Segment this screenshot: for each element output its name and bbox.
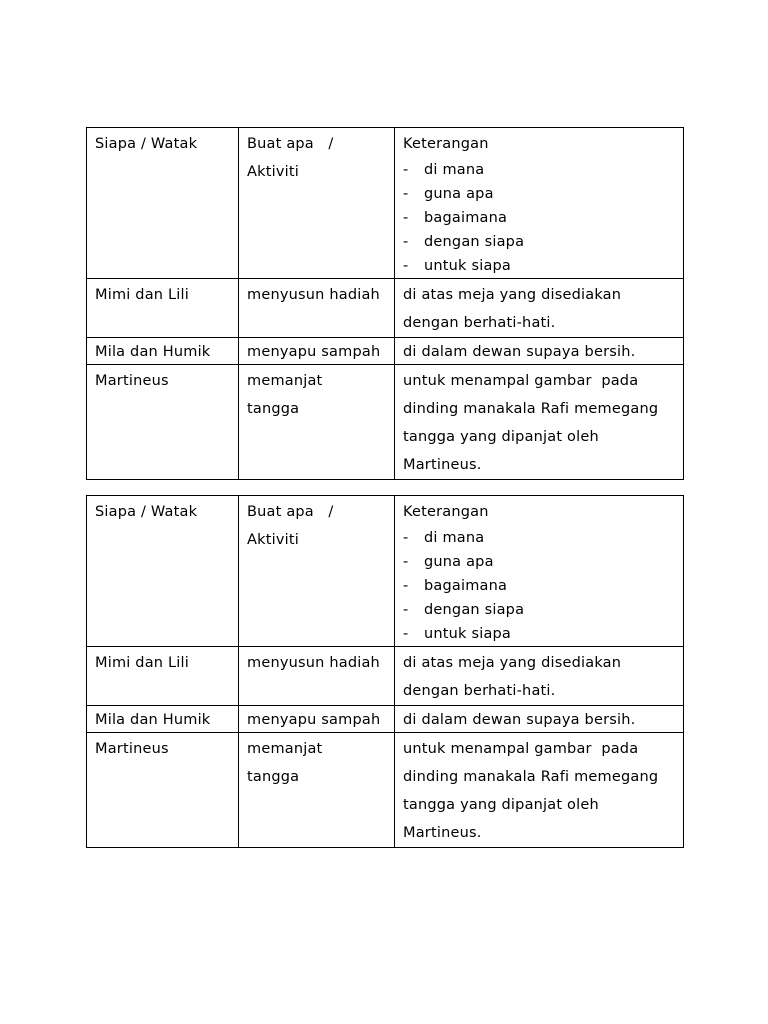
bullet-dash: - (403, 162, 409, 178)
activity-line: menyusun hadiah (247, 655, 380, 671)
activity-line: memanjat (247, 741, 323, 757)
bullet-text: di mana (424, 162, 485, 178)
header-detail-label: Keterangan (403, 504, 489, 520)
activity-cell (239, 338, 395, 365)
bullet-dash: - (403, 258, 409, 274)
detail-cell (395, 706, 684, 733)
header-who-label: Siapa / Watak (95, 136, 198, 152)
who-cell (87, 706, 239, 733)
who-text: Mimi dan Lili (95, 655, 189, 671)
header-detail-cell (395, 496, 684, 647)
detail-bullet-item (403, 622, 675, 646)
detail-bullet-item (403, 574, 675, 598)
detail-line: dinding manakala Rafi memegang (403, 769, 659, 785)
detail-line: di atas meja yang disediakan (403, 287, 622, 303)
bullet-dash: - (403, 530, 409, 546)
activity-line: tangga (247, 401, 300, 417)
bullet-text: di mana (424, 530, 485, 546)
bullet-dash: - (403, 234, 409, 250)
detail-bullet-item (403, 254, 675, 278)
who-text: Martineus (95, 741, 169, 757)
activity-table-1 (86, 127, 684, 480)
activity-cell (239, 365, 395, 480)
activity-line: tangga (247, 769, 300, 785)
bullet-dash: - (403, 554, 409, 570)
header-detail-label: Keterangan (403, 136, 489, 152)
detail-line: dinding manakala Rafi memegang (403, 401, 659, 417)
detail-cell (395, 279, 684, 338)
activity-cell (239, 647, 395, 706)
who-cell (87, 365, 239, 480)
bullet-text: dengan siapa (424, 234, 525, 250)
detail-cell (395, 647, 684, 706)
header-activity-cell (239, 496, 395, 647)
detail-bullet-list (403, 158, 675, 278)
table-row (87, 733, 684, 848)
header-who-cell (87, 128, 239, 279)
who-cell (87, 647, 239, 706)
detail-line: di atas meja yang disediakan (403, 655, 622, 671)
detail-bullet-item (403, 206, 675, 230)
detail-line: untuk menampal gambar pada (403, 741, 639, 757)
bullet-dash: - (403, 578, 409, 594)
header-activity-line: Buat apa / (247, 504, 334, 520)
who-cell (87, 338, 239, 365)
who-text: Martineus (95, 373, 169, 389)
activity-line: menyapu sampah (247, 344, 381, 360)
who-cell (87, 279, 239, 338)
bullet-dash: - (403, 626, 409, 642)
who-text: Mimi dan Lili (95, 287, 189, 303)
bullet-text: untuk siapa (424, 258, 512, 274)
detail-line: di dalam dewan supaya bersih. (403, 344, 636, 360)
detail-line: Martineus. (403, 825, 482, 841)
detail-bullet-list (403, 526, 675, 646)
header-activity-cell (239, 128, 395, 279)
detail-cell (395, 338, 684, 365)
header-who-cell (87, 496, 239, 647)
header-activity-line: Aktiviti (247, 532, 299, 548)
bullet-dash: - (403, 210, 409, 226)
activity-cell (239, 706, 395, 733)
detail-bullet-item (403, 550, 675, 574)
activity-line: menyusun hadiah (247, 287, 380, 303)
detail-bullet-item (403, 182, 675, 206)
who-cell (87, 733, 239, 848)
table-row (87, 706, 684, 733)
detail-line: tangga yang dipanjat oleh (403, 429, 599, 445)
detail-line: tangga yang dipanjat oleh (403, 797, 599, 813)
activity-cell (239, 733, 395, 848)
activity-line: menyapu sampah (247, 712, 381, 728)
bullet-text: untuk siapa (424, 626, 512, 642)
detail-bullet-item (403, 598, 675, 622)
detail-bullet-item (403, 230, 675, 254)
detail-bullet-item (403, 158, 675, 182)
activity-line: memanjat (247, 373, 323, 389)
detail-line: di dalam dewan supaya bersih. (403, 712, 636, 728)
detail-cell (395, 733, 684, 848)
who-text: Mila dan Humik (95, 344, 211, 360)
detail-cell (395, 365, 684, 480)
table-row (87, 647, 684, 706)
detail-bullet-item (403, 526, 675, 550)
header-activity-line: Aktiviti (247, 164, 299, 180)
bullet-dash: - (403, 186, 409, 202)
table-row (87, 279, 684, 338)
bullet-dash: - (403, 602, 409, 618)
table-row (87, 365, 684, 480)
bullet-text: bagaimana (424, 578, 508, 594)
header-activity-line: Buat apa / (247, 136, 334, 152)
bullet-text: dengan siapa (424, 602, 525, 618)
who-text: Mila dan Humik (95, 712, 211, 728)
header-detail-cell (395, 128, 684, 279)
bullet-text: guna apa (424, 554, 494, 570)
activity-table-2 (86, 495, 684, 848)
detail-line: dengan berhati-hati. (403, 683, 556, 699)
header-who-label: Siapa / Watak (95, 504, 198, 520)
bullet-text: guna apa (424, 186, 494, 202)
header-row (87, 496, 684, 647)
detail-line: Martineus. (403, 457, 482, 473)
bullet-text: bagaimana (424, 210, 508, 226)
activity-cell (239, 279, 395, 338)
detail-line: untuk menampal gambar pada (403, 373, 639, 389)
header-row (87, 128, 684, 279)
detail-line: dengan berhati-hati. (403, 315, 556, 331)
table-row (87, 338, 684, 365)
